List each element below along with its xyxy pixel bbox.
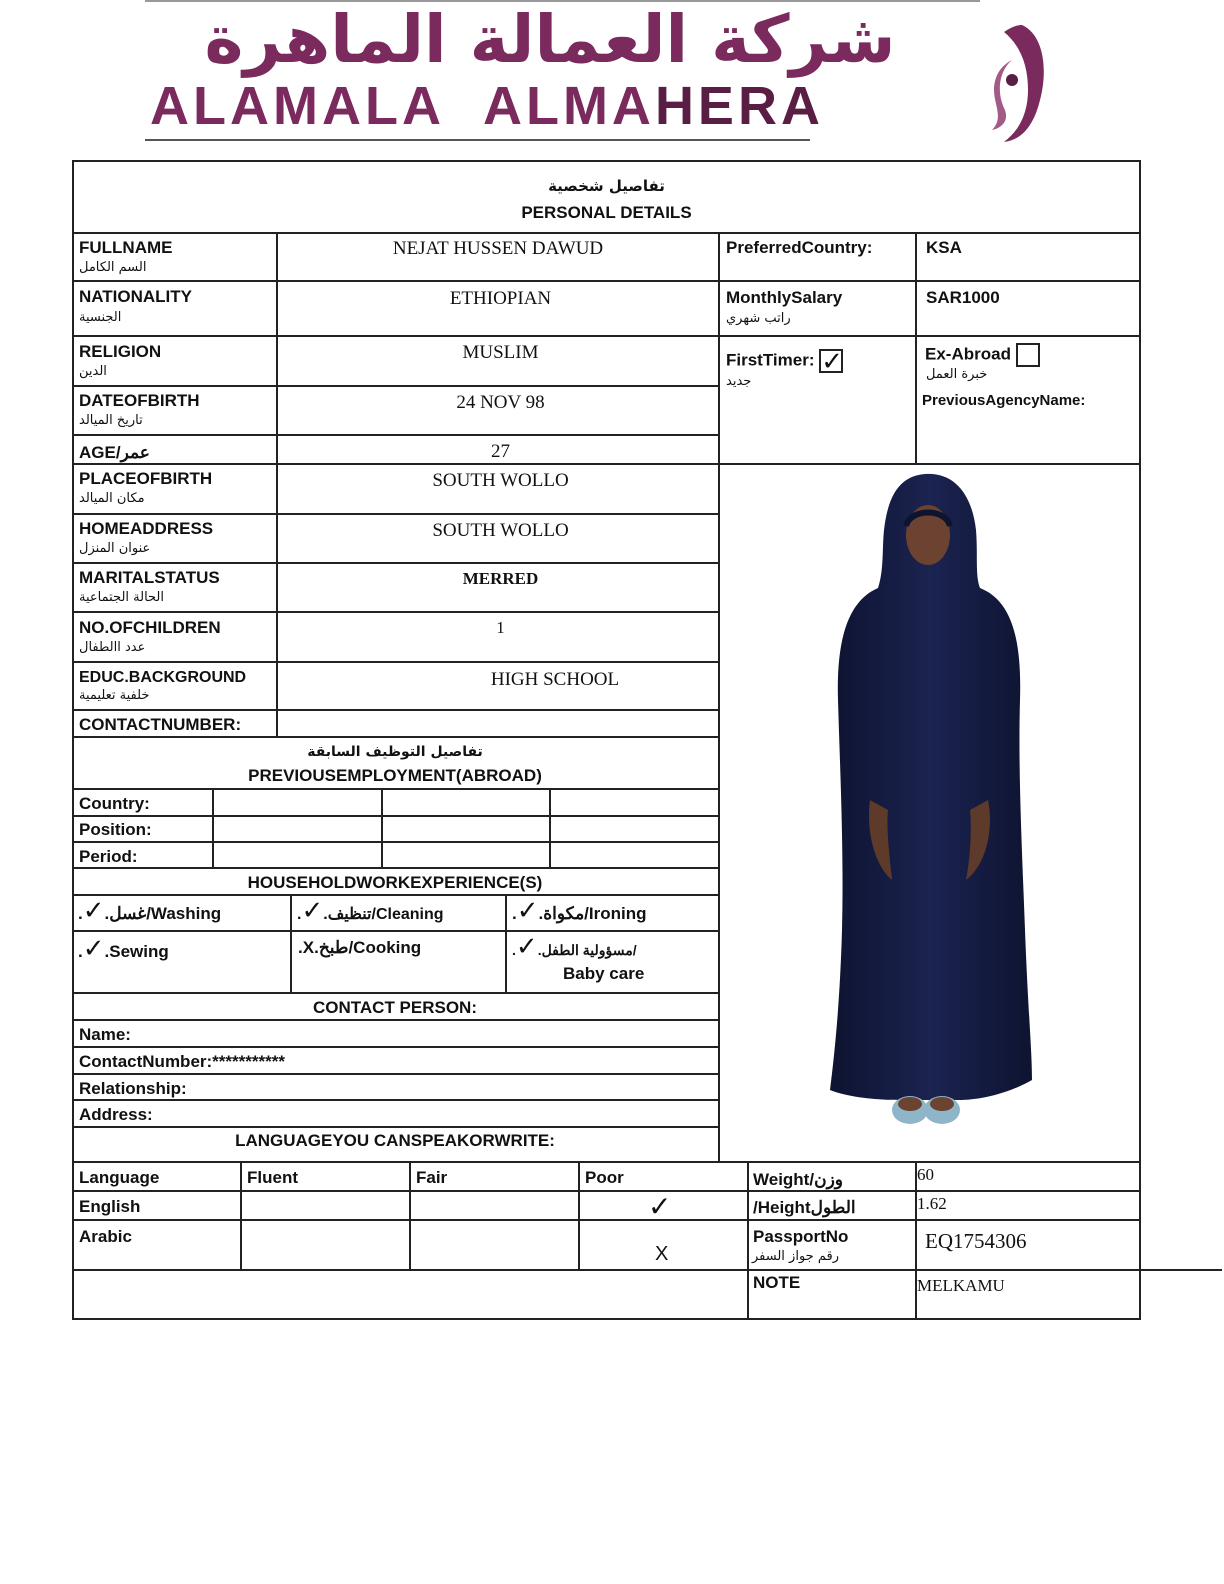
employment-position-label: Position: <box>79 820 152 839</box>
lang-header-fluent: Fluent <box>247 1168 298 1187</box>
passport-value: EQ1754306 <box>925 1229 1027 1253</box>
cooking-label: طبخ/Cooking <box>318 938 422 957</box>
personal-title-arabic: تفاصيل شخصية <box>548 177 665 195</box>
rule <box>72 788 720 790</box>
height-value: 1.62 <box>917 1194 947 1213</box>
note-value: MELKAMU <box>917 1276 1005 1295</box>
passport-label-arabic: رقم جواز السفر <box>752 1249 839 1264</box>
rule <box>72 611 720 613</box>
company-logo-arabic: شركة العمالة الماهرة <box>204 1 896 78</box>
rule <box>72 841 720 843</box>
rule <box>72 1269 1222 1271</box>
marital-status-label-arabic: الحالة الجتماعية <box>79 590 165 605</box>
monthly-salary-label: MonthlySalary <box>726 288 843 307</box>
education-value: HIGH SCHOOL <box>490 669 620 690</box>
rule <box>72 1126 720 1128</box>
monthly-salary-label-arabic: راتب شهري <box>726 311 791 326</box>
contact-number-label-2: ContactNumber:*********** <box>79 1052 285 1071</box>
lang-arabic: Arabic <box>79 1227 132 1246</box>
washing-check-icon: ✓ <box>82 895 105 925</box>
education-label-arabic: خلفية تعليمية <box>79 688 150 703</box>
previous-agency-label: PreviousAgencyName: <box>922 392 1086 409</box>
children-label: NO.OFCHILDREN <box>79 618 221 637</box>
lang-header-poor: Poor <box>585 1168 624 1187</box>
company-emblem-icon <box>982 20 1052 145</box>
rule <box>212 788 214 868</box>
rule <box>915 232 917 464</box>
rule <box>72 513 720 515</box>
contact-person-title: CONTACT PERSON: <box>312 998 477 1017</box>
dob-label-arabic: تاريخ الميالد <box>79 413 143 428</box>
cooking-mark: X <box>302 938 315 957</box>
logo-word-2b: HERA <box>654 76 824 136</box>
rule <box>72 1161 1141 1163</box>
logo-word-1: ALAMALA <box>150 76 445 136</box>
home-address-value: SOUTH WOLLO <box>432 520 569 541</box>
skill-sewing: .✓.Sewing <box>78 933 169 963</box>
rule <box>578 1161 580 1270</box>
contact-number-label: CONTACTNUMBER: <box>79 715 242 734</box>
height-label: /Heightالطول <box>753 1198 856 1217</box>
rule <box>549 788 551 868</box>
rule <box>72 930 720 932</box>
monthly-salary-value: SAR1000 <box>926 288 1000 307</box>
first-timer-text: FirstTimer: <box>726 350 815 370</box>
rule <box>72 385 720 387</box>
ironing-label: مكواة/Ironing <box>543 904 647 923</box>
personal-title: PERSONAL DETAILS <box>521 203 692 222</box>
rule <box>72 434 720 436</box>
age-value: 27 <box>491 441 510 462</box>
rule <box>381 788 383 868</box>
rule <box>72 562 720 564</box>
rule <box>72 992 720 994</box>
lang-english: English <box>79 1197 141 1216</box>
preferred-country-value: KSA <box>926 238 962 257</box>
fullname-label: FULLNAME <box>79 238 173 257</box>
religion-label-arabic: الدين <box>79 364 107 379</box>
cleaning-check-icon: ✓ <box>301 895 324 925</box>
babycare-label: Baby care <box>563 964 645 983</box>
ex-abroad-label <box>925 343 1040 367</box>
pob-value: SOUTH WOLLO <box>432 470 569 491</box>
header-bottom-rule <box>145 139 810 141</box>
education-label: EDUC.BACKGROUND <box>79 669 247 686</box>
skill-cleaning: .✓.تنظيف/Cleaning <box>297 895 444 925</box>
religion-value: MUSLIM <box>462 342 539 363</box>
pob-label-arabic: مكان الميالد <box>79 491 145 506</box>
lang-header-language: Language <box>79 1168 160 1187</box>
first-timer-label <box>726 346 844 376</box>
english-poor-check-icon: ✓ <box>648 1191 672 1222</box>
ex-abroad-label-arabic: خبرة العمل <box>926 367 988 382</box>
ex-abroad-checkbox[interactable] <box>1016 343 1040 367</box>
note-label: NOTE <box>753 1273 801 1292</box>
rule <box>72 1190 1141 1192</box>
first-timer-label-arabic: جديد <box>726 374 752 389</box>
fullname-label-arabic: السم الكامل <box>79 260 147 275</box>
contact-relationship-label: Relationship: <box>79 1079 187 1098</box>
passport-label: PassportNo <box>753 1227 849 1246</box>
employment-title: PREVIOUSEMPLOYMENT(ABROAD) <box>248 766 542 785</box>
household-title: HOUSEHOLDWORKEXPERIENCE(S) <box>247 873 543 892</box>
rule <box>72 280 1141 282</box>
weight-label: Weight/وزن <box>753 1170 843 1189</box>
religion-label: RELIGION <box>79 342 162 361</box>
contact-name-label: Name: <box>79 1025 131 1044</box>
rule <box>505 894 507 993</box>
babycare-check-icon: ✓ <box>515 931 538 961</box>
skill-ironing: .✓.مكواة/Ironing <box>512 895 647 925</box>
arabic-poor-mark: X <box>655 1243 669 1265</box>
rule <box>290 894 292 993</box>
preferred-country-label: PreferredCountry: <box>726 238 873 257</box>
lang-header-fair: Fair <box>416 1168 448 1187</box>
rule <box>747 1161 749 1320</box>
sewing-check-icon: ✓ <box>82 933 105 963</box>
washing-label: غسل/Washing <box>109 904 222 923</box>
rule <box>72 1073 720 1075</box>
ex-abroad-text: Ex-Abroad <box>925 344 1011 364</box>
skill-cooking: .X.طبخ/Cooking <box>298 938 422 957</box>
applicant-photo <box>800 470 1060 1140</box>
rule <box>72 661 720 663</box>
children-value: 1 <box>496 618 505 637</box>
children-label-arabic: عدد االطفال <box>79 640 146 655</box>
rule <box>240 1161 242 1270</box>
employment-country-label: Country: <box>79 794 150 813</box>
contact-address-label: Address: <box>79 1105 153 1124</box>
rule <box>72 335 1141 337</box>
language-title: LANGUAGEYOU CANSPEAKORWRITE: <box>235 1131 555 1150</box>
fullname-value: NEJAT HUSSEN DAWUD <box>392 238 604 259</box>
rule <box>72 894 720 896</box>
rule <box>72 709 720 711</box>
skill-babycare: .✓.مسؤولية الطفل/ <box>512 931 637 961</box>
nationality-label-arabic: الجنسية <box>79 310 122 325</box>
employment-period-label: Period: <box>79 847 138 866</box>
rule <box>72 815 720 817</box>
rule <box>72 1019 720 1021</box>
home-address-label: HOMEADDRESS <box>79 519 214 538</box>
dob-value: 24 NOV 98 <box>456 392 545 413</box>
marital-status-value: MERRED <box>462 569 539 588</box>
rule <box>718 232 720 1162</box>
logo-word-2a: ALMA <box>482 76 655 136</box>
employment-title-arabic: تفاصيل التوظيف السابقة <box>307 744 483 760</box>
age-label: AGE/عمر <box>79 443 150 462</box>
nationality-label: NATIONALITY <box>79 287 193 306</box>
babycare-label-arabic: مسؤولية الطفل/ <box>541 942 637 958</box>
rule <box>72 1219 1141 1221</box>
home-address-label-arabic: عنوان المنزل <box>79 541 151 556</box>
rule <box>72 463 1141 465</box>
cleaning-label: تنظيف/Cleaning <box>327 906 444 923</box>
rule <box>72 1099 720 1101</box>
first-timer-checkbox[interactable]: ✓ <box>821 346 844 376</box>
rule <box>409 1161 411 1270</box>
weight-value: 60 <box>917 1165 934 1184</box>
nationality-value: ETHIOPIAN <box>449 288 552 309</box>
rule <box>72 736 720 738</box>
pob-label: PLACEOFBIRTH <box>79 469 213 488</box>
company-logo-english <box>150 76 970 136</box>
rule <box>72 232 1141 234</box>
sewing-label: Sewing <box>109 942 169 961</box>
marital-status-label: MARITALSTATUS <box>79 568 220 587</box>
rule <box>72 867 720 869</box>
skill-washing: .✓.غسل/Washing <box>78 895 222 925</box>
ironing-check-icon: ✓ <box>516 895 539 925</box>
dob-label: DATEOFBIRTH <box>79 391 200 410</box>
rule <box>72 1046 720 1048</box>
